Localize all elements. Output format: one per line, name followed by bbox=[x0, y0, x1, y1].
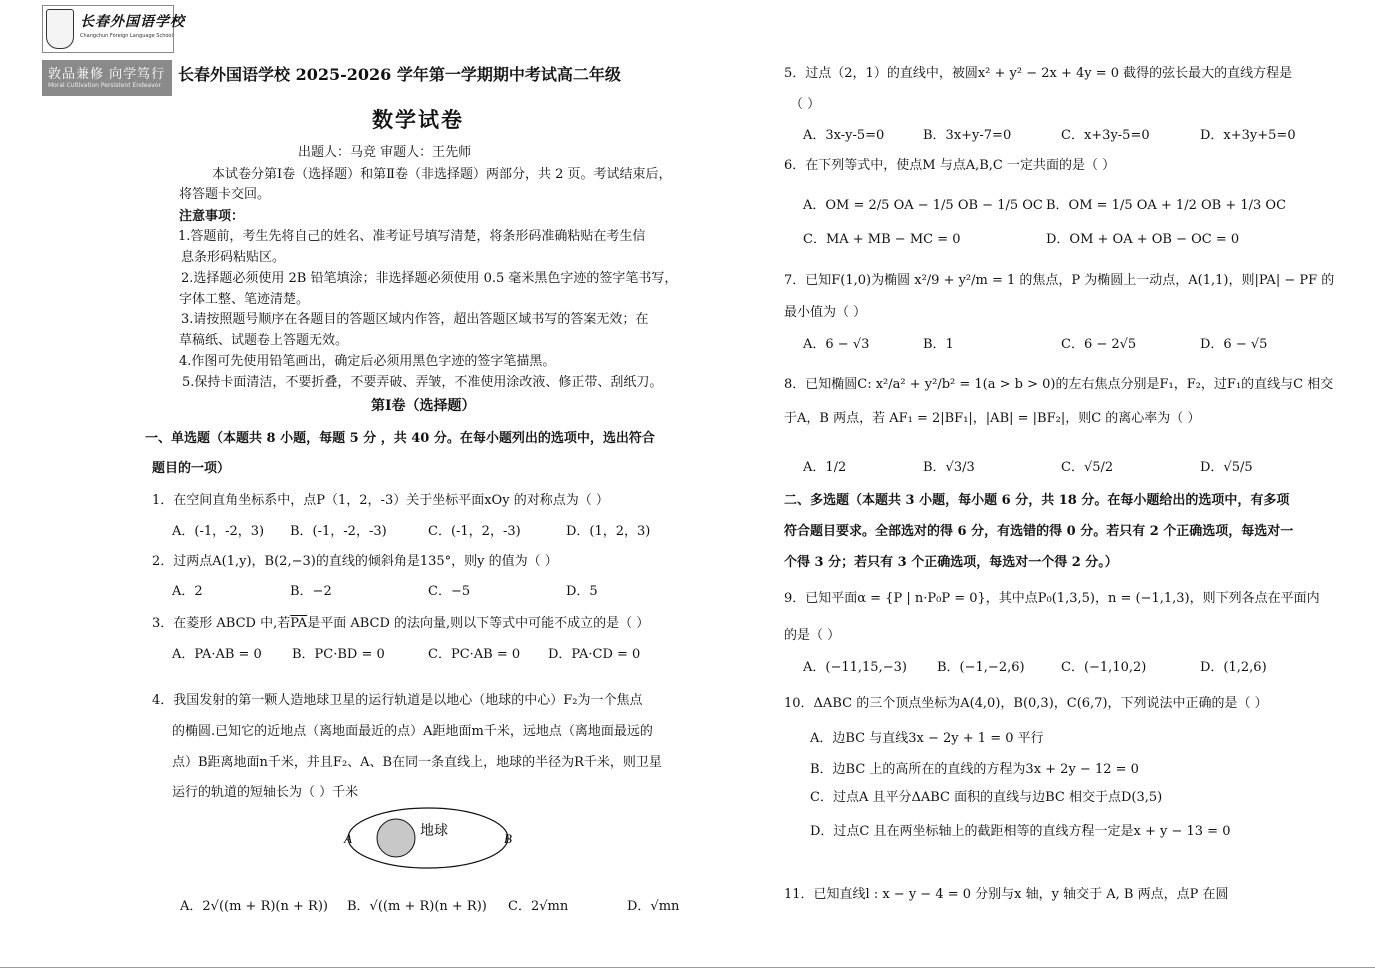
q7-line-2: 最小值为（ ） bbox=[784, 305, 867, 320]
notice-3a: 3.请按照题号顺序在各题目的答题区域内作答，超出答题区域书写的答案无效；在 bbox=[181, 312, 649, 327]
notice-5: 5.保持卡面清洁，不要折叠，不要弄破、弄皱，不准使用涂改液、修正带、刮纸刀。 bbox=[182, 375, 663, 390]
q2-option-c: C．−5 bbox=[428, 584, 471, 599]
q3-option-a: A．PA·AB = 0 bbox=[172, 647, 262, 662]
notice-1a: 1.答题前，考生先将自己的姓名、准考证号填写清楚，将条形码准确粘贴在考生信 bbox=[178, 229, 646, 244]
q3-option-c: C．PC·AB = 0 bbox=[428, 647, 521, 662]
q4-line-2: 的椭圆.已知它的近地点（离地面最近的点）A距地面m千米，远地点（离地面最远的 bbox=[172, 724, 653, 739]
q10-stem: 10．ΔABC 的三个顶点坐标为A(4,0)，B(0,3)，C(6,7)，下列说法中正确的是（ ） bbox=[784, 696, 1268, 711]
section2-heading-3: 个得 3 分；若只有 3 个正确选项，每选对一个得 2 分。） bbox=[784, 555, 1118, 570]
q2-option-b: B．−2 bbox=[290, 584, 332, 599]
q9-line-1: 9．已知平面α = {P | n·P₀P = 0}，其中点P₀(1,3,5)，n = (−1,1,3)，则下列各点在平面内 bbox=[784, 591, 1320, 606]
q1-option-d: D．(1，2，3) bbox=[566, 524, 651, 539]
notice-3b: 草稿纸、试题卷上答题无效。 bbox=[179, 333, 349, 348]
q10-option-a: A．边BC 与直线3x − 2y + 1 = 0 平行 bbox=[810, 731, 1044, 746]
q5-option-c: C．x+3y-5=0 bbox=[1061, 128, 1150, 143]
q9-option-a: A．(−11,15,−3) bbox=[803, 660, 907, 675]
notice-title: 注意事项： bbox=[179, 209, 245, 224]
q4-option-b: B．√((m + R)(n + R)) bbox=[347, 899, 487, 914]
fig-label-b: B bbox=[504, 831, 512, 846]
q8-option-b: B．√3/3 bbox=[923, 460, 975, 475]
q9-option-b: B．(−1,−2,6) bbox=[937, 660, 1025, 675]
notice-2a: 2.选择题必须使用 2B 铅笔填涂；非选择题必须使用 0.5 毫米黑色字迹的签字笔书写， bbox=[181, 271, 678, 286]
q4-line-1: 4．我国发射的第一颗人造地球卫星的运行轨道是以地心（地球的中心）F₂为一个焦点 bbox=[152, 693, 643, 708]
q8-line-2: 于A，B 两点，若 AF₁ = 2|BF₁|，|AB| = |BF₂|，则C 的离心率为（ ） bbox=[784, 411, 1201, 426]
fig-label-earth: 地球 bbox=[420, 823, 448, 839]
q7-option-c: C．6 − 2√5 bbox=[1061, 337, 1137, 352]
q8-option-c: C．√5/2 bbox=[1061, 460, 1114, 475]
q5-option-d: D．x+3y+5=0 bbox=[1200, 128, 1296, 143]
logo-school-name-en: Changchun Foreign Language School bbox=[80, 33, 173, 39]
q9-option-d: D．(1,2,6) bbox=[1200, 660, 1267, 675]
paper-title: 数学试卷 bbox=[372, 107, 464, 132]
notice-4: 4.作图可先使用铅笔画出，确定后必须用黑色字迹的签字笔描黑。 bbox=[179, 354, 556, 369]
q4-option-a: A．2√((m + R)(n + R)) bbox=[180, 899, 328, 914]
q11-line-1: 11．已知直线l : x − y − 4 = 0 分别与x 轴，y 轴交于 A, B 两点，点P 在圆 bbox=[784, 887, 1229, 902]
q8-option-a: A．1/2 bbox=[803, 460, 847, 475]
q7-option-a: A．6 − √3 bbox=[803, 337, 870, 352]
q1-stem: 1．在空间直角坐标系中，点P（1，2，-3）关于坐标平面xOy 的对称点为（ ） bbox=[152, 493, 609, 508]
q6-option-c: C．MA + MB − MC = 0 bbox=[803, 232, 961, 247]
q4-option-c: C．2√mn bbox=[508, 899, 569, 914]
page-bottom-rule bbox=[0, 967, 1375, 968]
motto-en: Moral Cultivation Persistent Endeavor bbox=[48, 82, 161, 89]
q3-stem bbox=[152, 612, 649, 631]
q4-option-d: D．√mn bbox=[627, 899, 680, 914]
q3-stem-pre: 3．在菱形 ABCD 中,若 bbox=[152, 616, 291, 631]
satellite-orbit-diagram bbox=[340, 805, 530, 875]
q6-option-a: A．OM = 2/5 OA − 1/5 OB − 1/5 OC bbox=[803, 198, 1043, 213]
q7-option-d: D．6 − √5 bbox=[1200, 337, 1268, 352]
q8-option-d: D．√5/5 bbox=[1200, 460, 1253, 475]
q3-stem-post: 是平面 ABCD 的法向量,则以下等式中可能不成立的是（ ） bbox=[307, 616, 650, 631]
author-line: 出题人：马竞 审题人：王先师 bbox=[298, 145, 472, 160]
q3-option-b: B．PC·BD = 0 bbox=[292, 647, 385, 662]
q3-option-d: D．PA·CD = 0 bbox=[548, 647, 641, 662]
q6-option-d: D．OM + OA + OB − OC = 0 bbox=[1046, 232, 1240, 247]
q4-line-4: 运行的轨道的短轴长为（ ）千米 bbox=[172, 785, 359, 800]
q7-option-b: B．1 bbox=[923, 337, 954, 352]
q6-option-b: B．OM = 1/5 OA + 1/2 OB + 1/3 OC bbox=[1046, 198, 1287, 213]
earth-circle bbox=[377, 819, 415, 857]
q7-line-1: 7．已知F(1,0)为椭圆 x²/9 + y²/m = 1 的焦点，P 为椭圆上一动点，A(1,1)，则|PA| − PF 的 bbox=[784, 273, 1335, 288]
section2-heading-2: 符合题目要求。全部选对的得 6 分，有选错的得 0 分。若只有 2 个正确选项，每选对一 bbox=[784, 524, 1294, 539]
q3-stem-vector: $\overline{PA}$ bbox=[290, 616, 308, 631]
q9-option-c: C．(−1,10,2) bbox=[1061, 660, 1147, 675]
q10-option-b: B．边BC 上的高所在的直线的方程为3x + 2y − 12 = 0 bbox=[810, 762, 1139, 777]
school-emblem-icon bbox=[46, 9, 74, 49]
intro-line-2: 将答题卡交回。 bbox=[179, 187, 271, 202]
q5-line-2: （ ） bbox=[790, 97, 821, 112]
q6-stem: 6．在下列等式中，使点M 与点A,B,C 一定共面的是（ ） bbox=[784, 158, 1116, 173]
exam-title: 长春外国语学校 2025-2026 学年第一学期期中考试高二年级 bbox=[178, 65, 621, 84]
q9-line-2: 的是（ ） bbox=[784, 628, 841, 643]
q10-option-d: D．过点C 且在两坐标轴上的截距相等的直线方程一定是x + y − 13 = 0 bbox=[810, 824, 1231, 839]
logo-school-name: 长春外国语学校 bbox=[80, 14, 185, 30]
section2-heading: 二、多选题（本题共 3 小题，每小题 6 分，共 18 分。在每小题给出的选项中，有多项 bbox=[784, 493, 1290, 508]
fig-label-a: A bbox=[344, 831, 352, 846]
section1-heading-2: 题目的一项） bbox=[152, 461, 231, 476]
q1-option-c: C．(-1，2，-3) bbox=[428, 524, 521, 539]
q4-line-3: 点）B距离地面n千米，并且F₂、A、B在同一条直线上，地球的半径为R千米，则卫星 bbox=[172, 755, 662, 770]
notice-1b: 息条形码粘贴区。 bbox=[181, 250, 286, 265]
part1-title: 第Ⅰ卷（选择题） bbox=[371, 398, 476, 414]
q2-option-a: A．2 bbox=[172, 584, 203, 599]
intro-line-1: 本试卷分第Ⅰ卷（选择题）和第Ⅱ卷（非选择题）两部分，共 2 页。考试结束后， bbox=[212, 167, 672, 182]
q5-option-b: B．3x+y-7=0 bbox=[923, 128, 1012, 143]
q5-line-1: 5．过点（2，1）的直线中，被圆x² + y² − 2x + 4y = 0 截得的弦长最大的直线方程是 bbox=[784, 66, 1293, 81]
q8-line-1: 8．已知椭圆C: x²/a² + y²/b² = 1(a > b > 0)的左右焦点分别是F₁，F₂，过F₁的直线与C 相交 bbox=[784, 377, 1334, 392]
q5-option-a: A．3x-y-5=0 bbox=[803, 128, 885, 143]
q2-option-d: D．5 bbox=[566, 584, 598, 599]
q1-option-b: B．(-1，-2，-3) bbox=[290, 524, 387, 539]
motto-cn: 敦品兼修 向学笃行 bbox=[48, 67, 166, 82]
q1-option-a: A．(-1，-2，3) bbox=[172, 524, 265, 539]
q2-stem: 2．过两点A(1,y)，B(2,−3)的直线的倾斜角是135°，则y 的值为（ ） bbox=[152, 554, 558, 569]
notice-2b: 字体工整、笔迹清楚。 bbox=[179, 292, 310, 307]
q10-option-c: C．过点A 且平分ΔABC 面积的直线与边BC 相交于点D(3,5) bbox=[810, 790, 1163, 805]
section1-heading: 一、单选题（本题共 8 小题，每题 5 分 ，共 40 分。在每小题列出的选项中，选出符合 bbox=[145, 431, 655, 446]
